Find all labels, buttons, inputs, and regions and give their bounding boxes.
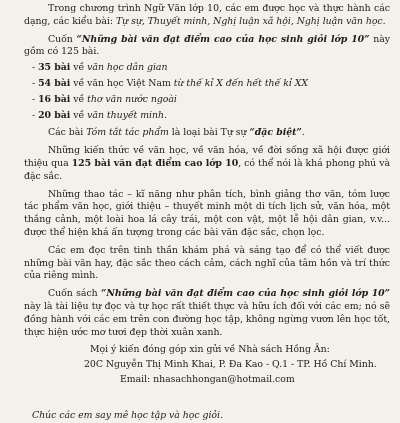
summary-mid: là loại bài Tự sự [168,127,250,139]
summary-end: . [301,127,305,139]
book-intro-paragraph [24,34,390,60]
list-mid: về [70,62,88,74]
contact-intro: Mọi ý kiến đóng góp xin gửi về Nhà sách Hồng Ân: [90,344,330,356]
reading-paragraph: Các em đọc trên tinh thần khám phá và sáng tạo để có thể viết được những bài văn hay, đặc sắc theo cách cảm, cách nghĩ của tâm hồn và trí thức của riêng mình. [24,244,390,282]
knowledge-highlight: 125 bài văn đạt điểm cao lớp 10 [71,157,239,169]
list-count: 54 bài [38,77,71,89]
summary-term: Tóm tắt tác phẩm [86,127,169,139]
knowledge-suffix: , có thể nói là khá phong phú và đặc sắc. [24,157,390,182]
book-title: “Những bài văn đạt điểm cao của học sinh giỏi lớp 10” [76,33,370,45]
list-bullet: - [32,93,39,105]
contact-email-line [24,374,390,387]
list-topic: văn học dân gian [87,62,168,74]
email-label: Email: [120,373,154,385]
list-item [24,78,390,91]
list-bullet: - [32,109,39,121]
list-mid: về [70,93,88,105]
list-count: 16 bài [38,93,71,105]
list-mid: về văn học Việt Nam [70,77,174,89]
special-term: “đặc biệt” [249,127,302,139]
list-item [24,110,390,123]
closing-line [24,410,390,423]
list-topic: từ thế kỉ X đến hết thế kỉ XX [173,77,308,89]
closing-text: Chúc các em say mê học tập và học giỏi. [32,409,223,421]
summary-paragraph [24,127,390,140]
list-bullet: - [32,77,39,89]
usefulness-suffix: này là tài liệu tự đọc và tự học rất thiết thực và hữu ích đối với các em; nó sẽ đồng hành với các em trên con đường học tập, không ngừng vươn lên học tốt, thực hiện ước mơ tươi đẹp thời xuân xanh. [24,300,390,338]
intro-text: Trong chương trình Ngữ Văn lớp 10, các em được học và thực hành các dạng, các kiểu bài: [24,3,390,27]
contact-address: 20C Nguyễn Thị Minh Khai, P. Đa Kao - Q.1 - TP. Hồ Chí Minh. [84,359,377,371]
knowledge-paragraph [24,145,390,183]
book-title: “Những bài văn đạt điểm cao của học sinh giỏi lớp 10” [101,288,390,300]
list-bullet: - [32,62,39,74]
list-count: 20 bài [38,109,71,121]
skills-paragraph: Những thao tác – kĩ năng như phân tích, bình giảng thơ văn, tóm lược tác phẩm văn học, giới thiệu – thuyết minh một di tích lịch sử, văn hóa, một thắng cảnh, một loài hoa lá cây trái, một con vật, một lễ hội dân gian, v.v... được thể hiện khá ấn tượng trong các bài văn đặc sắc, chọn lọc. [24,188,390,238]
book-intro-suffix: này gồm có 125 bài. [24,33,390,58]
book-intro-prefix: Cuốn [48,33,77,45]
essay-types: Tự sự, Thuyết minh, Nghị luận xã hội, Nghị luận văn học. [115,15,386,27]
email-address[interactable]: nhasachhongan@hotmail.com [153,373,295,385]
list-item [24,62,390,75]
intro-paragraph [24,3,390,29]
list-topic: văn thuyết minh. [87,109,167,121]
contents-list [24,62,390,122]
summary-prefix: Các bài [48,127,87,139]
list-item [24,94,390,107]
list-count: 35 bài [38,62,71,74]
knowledge-prefix: Những kiến thức về văn học, về văn hóa, về đời sống xã hội được giới thiệu qua [24,145,390,169]
list-mid: về [70,109,88,121]
usefulness-prefix: Cuốn sách [48,288,101,300]
usefulness-paragraph [24,288,390,339]
list-topic: thơ văn nước ngoài [87,93,177,105]
